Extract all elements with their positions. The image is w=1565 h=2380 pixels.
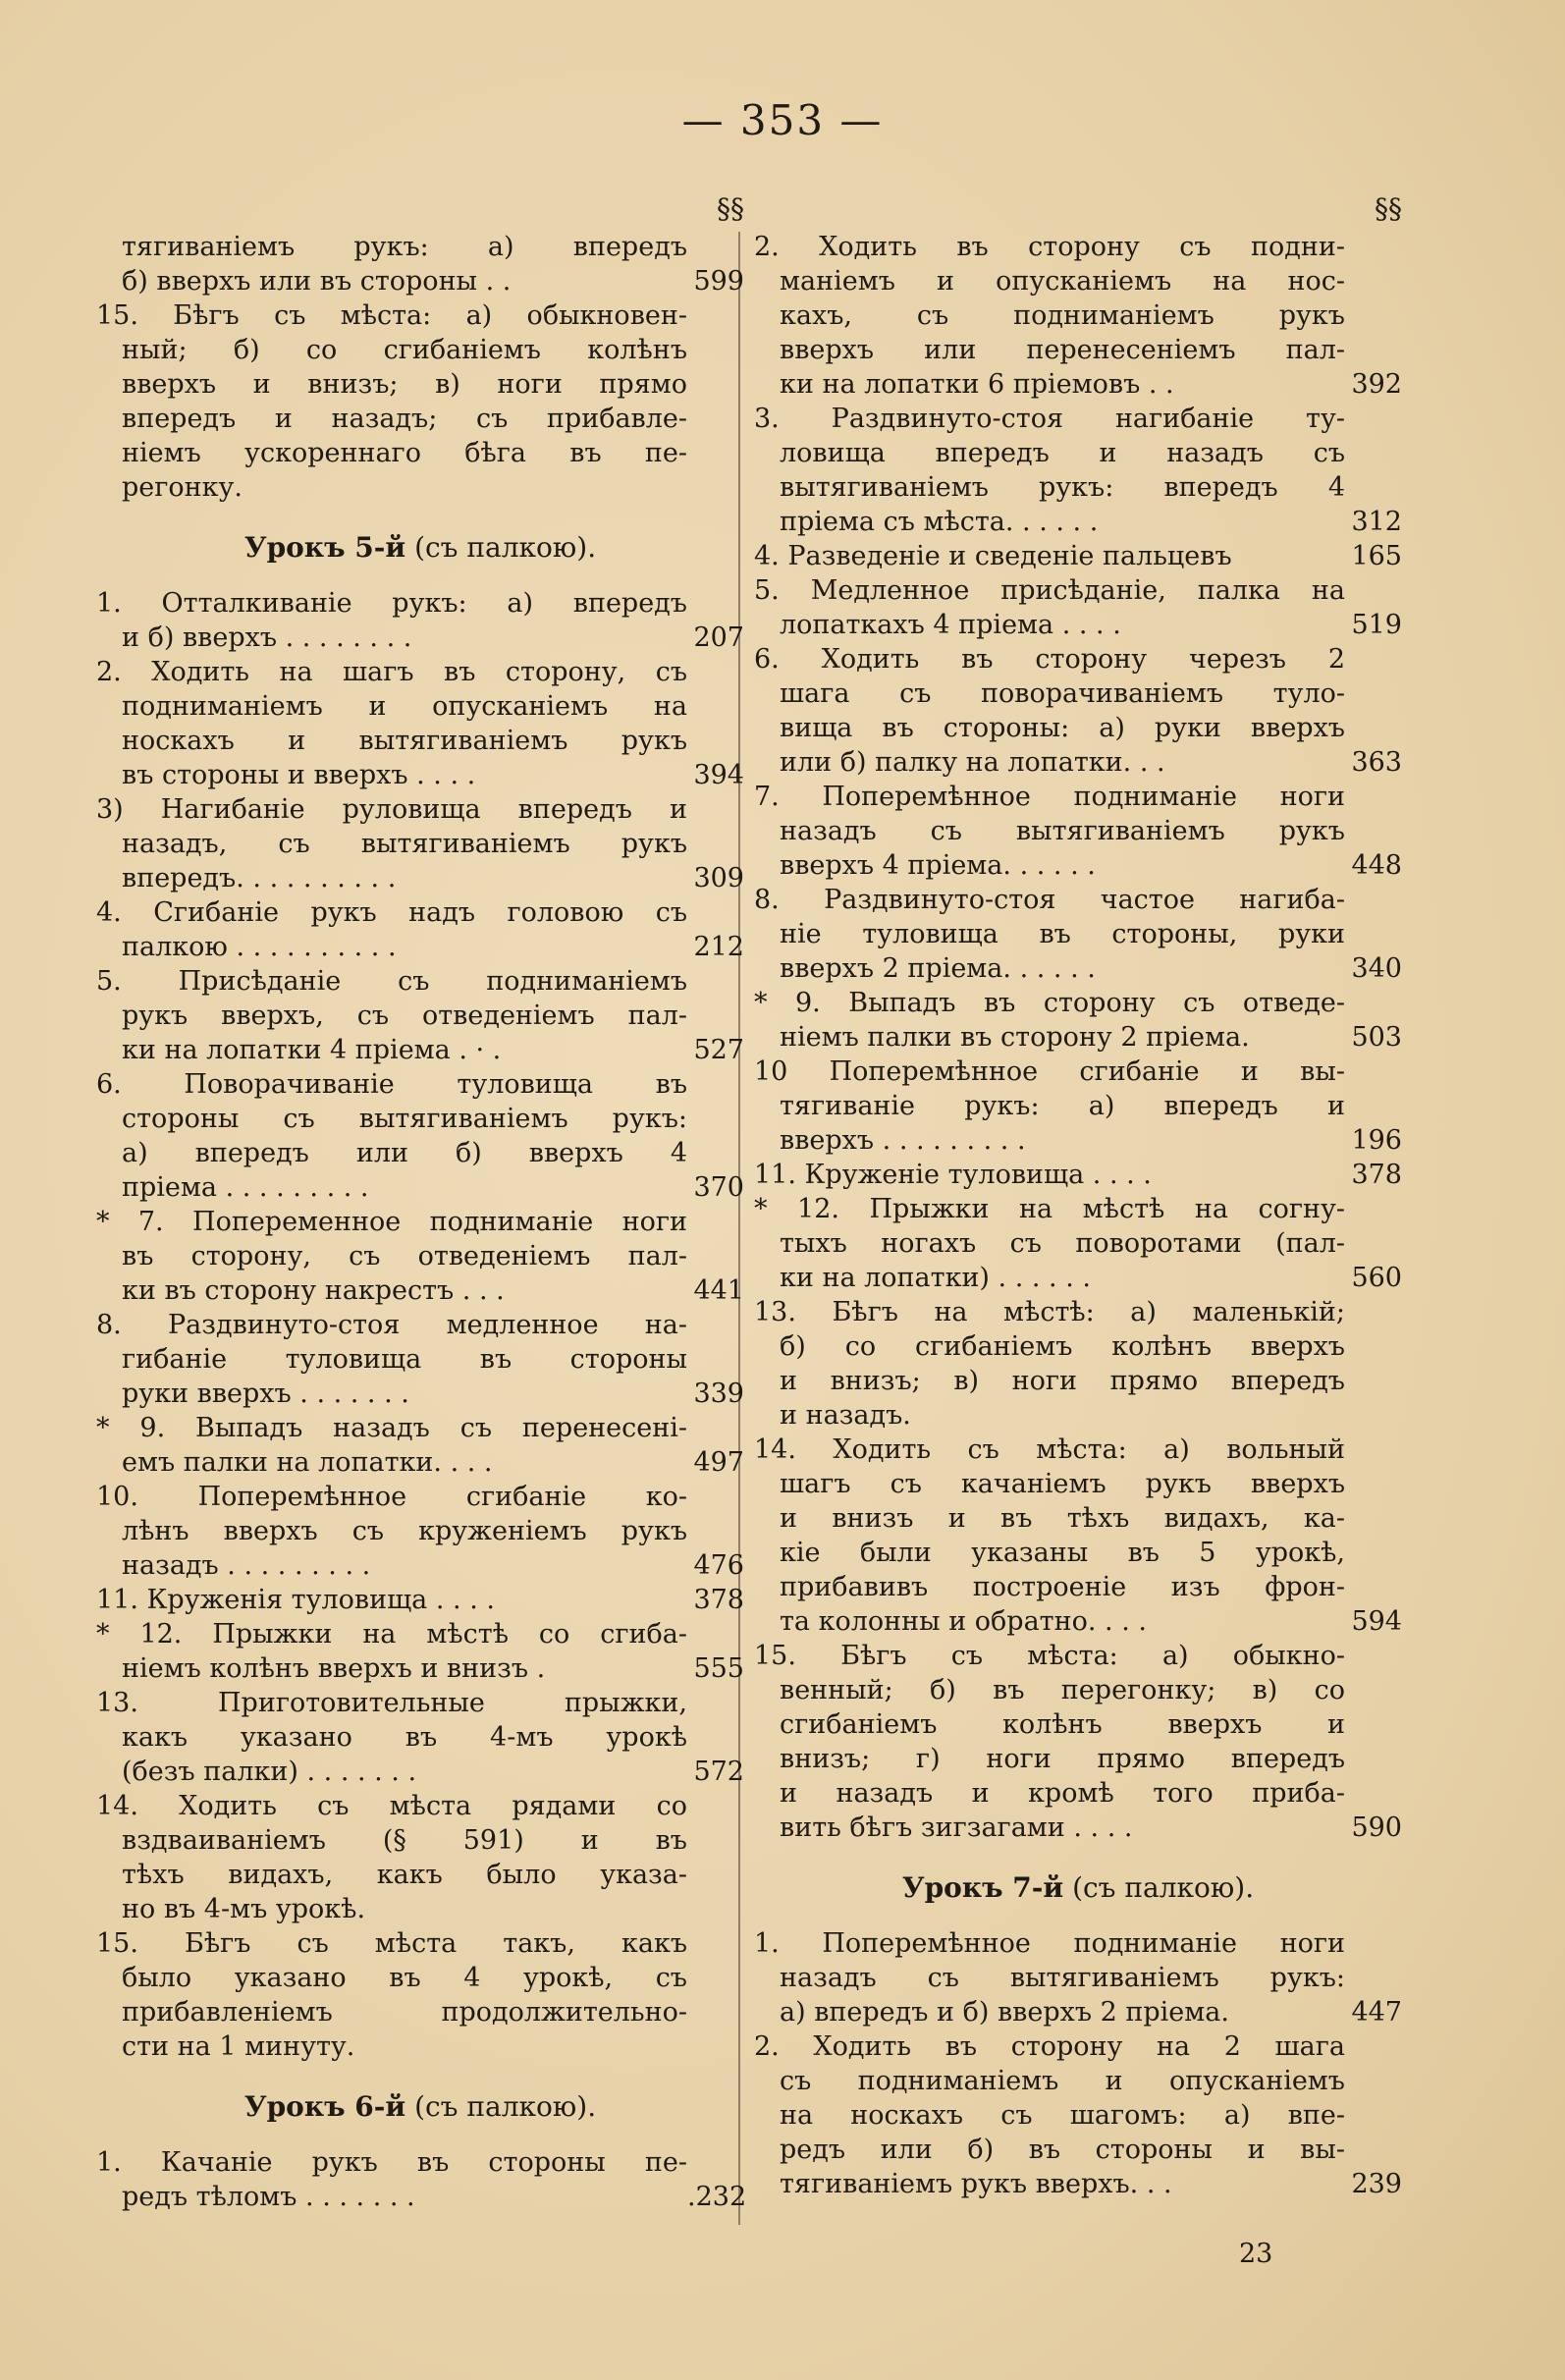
entry-line: * 9. Выпадъ назадъ съ перенесені- (96, 1413, 687, 1443)
section-reference: 239 (1351, 2169, 1402, 2199)
exercise-entry (754, 539, 1402, 573)
entry-line: ки на лопатки 4 пріема . · . (122, 1035, 502, 1065)
left-intro (96, 230, 744, 505)
entry-line: въ стороны и вверхъ . . . . (122, 760, 476, 790)
entry-line: назадъ съ вытягиваніемъ рукъ (780, 816, 1345, 846)
entry-line: 15. Бѣгъ съ мѣста такъ, какъ (96, 1928, 687, 1959)
right-column (754, 191, 1402, 2201)
entry-line: вверхъ 4 пріема. . . . . . (780, 850, 1096, 881)
entry-line: кахъ, съ подниманіемъ рукъ (780, 300, 1345, 331)
entry-line: маніемъ и опусканіемъ на нос- (780, 266, 1345, 297)
entry-line: шагъ съ качаніемъ рукъ вверхъ (780, 1469, 1345, 1499)
entry-line: тягиваніемъ рукъ: а) впередъ (122, 232, 687, 262)
section-reference: 165 (1351, 541, 1402, 571)
exercise-entry (754, 402, 1402, 539)
exercise-entry (96, 586, 744, 655)
entry-line: палкою . . . . . . . . . . (122, 932, 397, 962)
entry-line: 6. Ходить въ сторону черезъ 2 (754, 644, 1345, 675)
entry-line: лѣнъ вверхъ съ круженіемъ рукъ (122, 1516, 687, 1546)
section-reference: 572 (693, 1757, 744, 1787)
entry-line: ки на лопатки 6 пріемовъ . . (780, 369, 1174, 400)
entry-line: носкахъ и вытягиваніемъ рукъ (122, 726, 687, 756)
entry-line: и внизъ и въ тѣхъ видахъ, ка- (780, 1503, 1345, 1534)
entry-line: пріема съ мѣста. . . . . . (780, 507, 1099, 537)
entry-line: а) впередъ или б) вверхъ 4 (122, 1138, 687, 1168)
section-reference: 447 (1351, 1997, 1402, 2028)
lesson-6-items (96, 2145, 747, 2214)
entry-line: съ подниманіемъ и опусканіемъ (780, 2066, 1345, 2096)
section-reference: 196 (1351, 1125, 1402, 1156)
entry-line: редъ тѣломъ . . . . . . . (122, 2182, 415, 2212)
section-reference: 594 (1351, 1606, 1402, 1637)
section-sign-header: §§ (717, 192, 744, 225)
lesson-6-heading: Урокъ 6-й (съ палкою). (243, 2090, 597, 2123)
entry-line: * 9. Выпадъ въ сторону съ отведе- (754, 988, 1345, 1018)
entry-line: ніемъ ускореннаго бѣга въ пе- (122, 438, 687, 468)
entry-line: прибавленіемъ продолжительно- (122, 1997, 687, 2028)
exercise-entry (96, 964, 744, 1067)
exercise-entry (754, 230, 1402, 402)
exercise-entry (96, 1686, 744, 1789)
entry-line: было указано въ 4 урокѣ, съ (122, 1963, 687, 1993)
entry-line: впередъ. . . . . . . . . . (122, 863, 397, 893)
entry-line: 10 Поперемѣнное сгибаніе и вы- (754, 1056, 1345, 1087)
entry-line: редъ или б) въ стороны и вы- (780, 2135, 1345, 2165)
entry-line: 2. Ходить въ сторону съ подни- (754, 232, 1345, 262)
section-reference: .232 (687, 2182, 747, 2212)
section-reference: 555 (693, 1653, 744, 1684)
signature-mark: 23 (1239, 2239, 1273, 2269)
exercise-entry (754, 1433, 1402, 1639)
section-reference: 441 (693, 1275, 744, 1306)
entry-line: пріема . . . . . . . . . (122, 1172, 369, 1203)
entry-line: вверхъ или перенесеніемъ пал- (780, 335, 1345, 365)
exercise-entry (96, 1480, 744, 1583)
entry-line: назадъ съ вытягиваніемъ рукъ: (780, 1963, 1345, 1993)
entry-line: вища въ стороны: а) руки вверхъ (780, 713, 1345, 743)
entry-line: ніемъ колѣнъ вверхъ и внизъ . (122, 1653, 546, 1684)
entry-line: тягиваніемъ рукъ вверхъ. . . (780, 2169, 1172, 2199)
entry-line: ки въ сторону накрестъ . . . (122, 1275, 505, 1306)
entry-line: * 12. Прыжки на мѣстѣ на согну- (754, 1194, 1345, 1224)
exercise-entry (96, 1205, 744, 1308)
section-reference: 370 (693, 1172, 744, 1203)
entry-line: та колонны и обратно. . . . (780, 1606, 1147, 1637)
entry-line: 2. Ходить на шагъ въ сторону, съ (96, 657, 687, 687)
entry-line: вить бѣгъ зигзагами . . . . (780, 1812, 1133, 1843)
exercise-entry (754, 2029, 1402, 2201)
section-reference: 476 (693, 1550, 744, 1581)
lesson-7-items (754, 1926, 1402, 2201)
entry-line: регонку. (122, 472, 243, 503)
entry-line: * 12. Прыжки на мѣстѣ со сгиба- (96, 1619, 687, 1650)
entry-line: ніе туловища въ стороны, руки (780, 919, 1345, 949)
section-reference: 503 (1351, 1022, 1402, 1053)
section-reference: 448 (1351, 850, 1402, 881)
entry-line: шага съ поворачиваніемъ туло- (780, 678, 1345, 709)
entry-line: 15. Бѣгъ съ мѣста: а) обыкно- (754, 1641, 1345, 1671)
entry-line: тѣхъ видахъ, какъ было указа- (122, 1860, 687, 1890)
exercise-entry (96, 1411, 744, 1480)
entry-line: гибаніе туловища въ стороны (122, 1344, 687, 1375)
section-reference: 392 (1351, 369, 1402, 400)
exercise-entry (96, 1067, 744, 1205)
entry-line: 4. Разведеніе и сведеніе пальцевъ (754, 541, 1232, 571)
section-reference: 378 (693, 1585, 744, 1615)
entry-line: 10. Поперемѣнное сгибаніе ко- (96, 1482, 687, 1512)
entry-line: 11. Круженіе туловища . . . . (754, 1160, 1152, 1190)
entry-line: 5. Медленное присѣданіе, палка на (754, 575, 1345, 606)
entry-line: венный; б) въ перегонку; в) со (780, 1675, 1345, 1705)
lesson-5-items (96, 586, 744, 2064)
entry-line: 3) Нагибаніе руловища впередъ и (96, 794, 687, 825)
entry-line: 13. Бѣгъ на мѣстѣ: а) маленькій; (754, 1297, 1345, 1327)
section-reference: 527 (693, 1035, 744, 1065)
exercise-entry (754, 642, 1402, 780)
entry-line: ніемъ палки въ сторону 2 пріема. (780, 1022, 1250, 1053)
entry-line: назадъ, съ вытягиваніемъ рукъ (122, 829, 687, 859)
entry-line: сти на 1 минуту. (122, 2031, 355, 2062)
exercise-entry (754, 986, 1402, 1055)
entry-line: рукъ вверхъ, съ отведеніемъ пал- (122, 1001, 687, 1031)
entry-line: впередъ и назадъ; съ прибавле- (122, 404, 687, 434)
entry-line: кіе были указаны въ 5 урокѣ, (780, 1538, 1345, 1568)
entry-line: и внизъ; в) ноги прямо впередъ (780, 1366, 1345, 1396)
exercise-entry (754, 1926, 1402, 2029)
exercise-entry (754, 1295, 1402, 1433)
entry-line: 1. Отталкиваніе рукъ: а) впередъ (96, 588, 687, 619)
entry-line: въ сторону, съ отведеніемъ пал- (122, 1241, 687, 1271)
section-reference: 309 (693, 863, 744, 893)
entry-line: б) со сгибаніемъ колѣнъ вверхъ (780, 1331, 1345, 1362)
section-reference: 312 (1351, 507, 1402, 537)
entry-line: 5. Присѣданіе съ подниманіемъ (96, 966, 687, 997)
exercise-entry (96, 1617, 744, 1686)
entry-line: вверхъ и внизъ; в) ноги прямо (122, 369, 687, 400)
entry-line: 11. Круженія туловища . . . . (96, 1585, 495, 1615)
exercise-entry (96, 1308, 744, 1411)
entry-line: 6. Поворачиваніе туловища въ (96, 1069, 687, 1100)
entry-line: вверхъ . . . . . . . . . (780, 1125, 1026, 1156)
exercise-entry (754, 780, 1402, 883)
entry-line: и назадъ. (780, 1400, 911, 1431)
entry-line: (безъ палки) . . . . . . . (122, 1757, 417, 1787)
section-reference: 590 (1351, 1812, 1402, 1843)
entry-line: * 7. Попеременное подниманіе ноги (96, 1207, 687, 1237)
exercise-entry (96, 895, 744, 964)
exercise-entry (754, 1158, 1402, 1192)
entry-line: но въ 4-мъ урокѣ. (122, 1894, 366, 1924)
exercise-entry (754, 883, 1402, 986)
entry-line: назадъ . . . . . . . . . (122, 1550, 371, 1581)
entry-line: вверхъ 2 пріема. . . . . . (780, 953, 1096, 984)
entry-line: тягиваніе рукъ: а) впередъ и (780, 1091, 1345, 1121)
left-column (96, 191, 747, 2214)
section-reference: 339 (693, 1379, 744, 1409)
entry-line: 1. Качаніе рукъ въ стороны пе- (96, 2147, 687, 2178)
entry-line: вздваиваніемъ (§ 591) и въ (122, 1825, 687, 1856)
entry-line: ловища впередъ и назадъ съ (780, 438, 1345, 468)
exercise-entry (754, 573, 1402, 642)
page-number: — 353 — (681, 96, 884, 144)
lesson-6-items-cont (754, 230, 1402, 1845)
entry-line: 1. Поперемѣнное подниманіе ноги (754, 1928, 1345, 1959)
lesson-5-heading: Урокъ 5-й (съ палкою). (243, 531, 597, 564)
entry-line: 2. Ходить въ сторону на 2 шага (754, 2031, 1345, 2062)
section-reference: 560 (1351, 1263, 1402, 1293)
entry-line: 15. Бѣгъ съ мѣста: а) обыкновен- (96, 300, 687, 331)
lesson-7-heading: Урокъ 7-й (съ палкою). (901, 1871, 1255, 1904)
section-reference: 394 (693, 760, 744, 790)
entry-line: 4. Сгибаніе рукъ надъ головою съ (96, 897, 687, 928)
section-reference: 497 (693, 1447, 744, 1478)
entry-line: и б) вверхъ . . . . . . . . (122, 622, 412, 653)
entry-line: лопаткахъ 4 пріема . . . . (780, 610, 1121, 640)
entry-line: стороны съ вытягиваніемъ рукъ: (122, 1104, 687, 1134)
entry-line: подниманіемъ и опусканіемъ на (122, 691, 687, 722)
entry-line: 14. Ходить съ мѣста: а) вольный (754, 1434, 1345, 1465)
entry-line: внизъ; г) ноги прямо впередъ (780, 1744, 1345, 1774)
entry-line: и назадъ и кромѣ того приба- (780, 1778, 1345, 1809)
section-reference: 363 (1351, 747, 1402, 778)
exercise-entry (754, 1055, 1402, 1158)
section-sign-header: §§ (1375, 192, 1402, 225)
entry-line: б) вверхъ или въ стороны . . (122, 266, 512, 297)
entry-line: на носкахъ съ шагомъ: а) впе- (780, 2100, 1345, 2131)
entry-line: 8. Раздвинуто-стоя медленное на- (96, 1310, 687, 1340)
section-reference: 340 (1351, 953, 1402, 984)
entry-line: руки вверхъ . . . . . . . (122, 1379, 409, 1409)
entry-line: сгибаніемъ колѣнъ вверхъ и (780, 1709, 1345, 1740)
exercise-entry (754, 1192, 1402, 1295)
section-reference: 212 (693, 932, 744, 962)
entry-line: 7. Поперемѣнное подниманіе ноги (754, 782, 1345, 812)
entry-line: а) впередъ и б) вверхъ 2 пріема. (780, 1997, 1229, 2028)
exercise-entry (96, 230, 744, 298)
exercise-entry (96, 1583, 744, 1617)
entry-line: ки на лопатки) . . . . . . (780, 1263, 1091, 1293)
exercise-entry (96, 792, 744, 895)
entry-line: 13. Приготовительные прыжки, (96, 1688, 687, 1718)
entry-line: какъ указано въ 4-мъ урокѣ (122, 1722, 687, 1753)
entry-line: тыхъ ногахъ съ поворотами (пал- (780, 1228, 1345, 1259)
entry-line: 3. Раздвинуто-стоя нагибаніе ту- (754, 404, 1345, 434)
section-reference: 599 (693, 266, 744, 297)
section-reference: 378 (1351, 1160, 1402, 1190)
exercise-entry (96, 1789, 744, 1926)
exercise-entry (96, 298, 744, 505)
exercise-entry (96, 655, 744, 792)
entry-line: 14. Ходить съ мѣста рядами со (96, 1791, 687, 1821)
entry-line: емъ палки на лопатки. . . . (122, 1447, 493, 1478)
section-reference: 207 (693, 622, 744, 653)
entry-line: или б) палку на лопатки. . . (780, 747, 1165, 778)
entry-line: 8. Раздвинуто-стоя частое нагиба- (754, 885, 1345, 915)
exercise-entry (754, 1639, 1402, 1845)
exercise-entry (96, 2145, 747, 2214)
entry-line: ный; б) со сгибаніемъ колѣнъ (122, 335, 687, 365)
entry-line: прибавивъ построеніе изъ фрон- (780, 1572, 1345, 1602)
exercise-entry (96, 1926, 744, 2064)
entry-line: вытягиваніемъ рукъ: впередъ 4 (780, 472, 1345, 503)
section-reference: 519 (1351, 610, 1402, 640)
